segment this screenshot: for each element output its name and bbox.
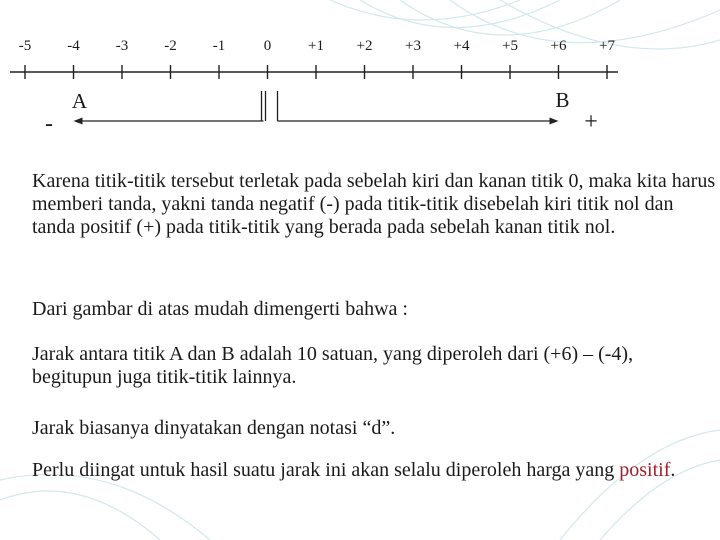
observation-intro: Dari gambar di atas mudah dimengerti bahwa : [32, 298, 408, 320]
distance-example-paragraph: Jarak antara titik A dan B adalah 10 satuan, yang diperoleh dari (+6) – (-4), begitupun juga titik-titik lainnya. [32, 343, 634, 388]
zero-bracket-left [262, 91, 266, 121]
negative-sign: - [45, 111, 53, 137]
positive-note-period: . [670, 459, 676, 481]
tick-label: -1 [212, 38, 226, 54]
tick-label: +1 [308, 38, 324, 54]
positive-note-text: Perlu diingat untuk hasil suatu jarak ini akan selalu diperoleh harga yang [32, 459, 620, 481]
explanation-paragraph: Karena titik-titik tersebut terletak pada sebelah kiri dan kanan titik 0, maka kita harus memberi tanda, yakni tanda negatif (-) pada titik-titik disebelah kiri titik nol dan tanda positif (+) pada titik-titik yang berada pada sebelah kanan titik nol. [32, 170, 716, 238]
point-b-label: B [555, 88, 570, 112]
tick-label: -4 [67, 38, 80, 54]
tick-label: -5 [18, 38, 32, 54]
tick-label: +5 [502, 38, 518, 54]
notation-paragraph: Jarak biasanya dinyatakan dengan notasi “d”. [32, 417, 396, 439]
arrowhead-right [550, 118, 559, 125]
number-line [0, 0, 720, 140]
positive-sign: + [584, 109, 598, 135]
tick-label: +2 [356, 38, 373, 54]
tick-label: +3 [405, 38, 421, 54]
positive-note-paragraph [32, 459, 716, 482]
arrowhead-left [74, 118, 83, 125]
positive-word: positif [619, 459, 671, 481]
tick-label: +4 [453, 38, 470, 54]
tick-label: +6 [550, 38, 567, 54]
tick-label: -3 [115, 38, 129, 54]
tick-label: -2 [164, 38, 177, 54]
point-a-label: A [71, 89, 88, 113]
tick-label: +7 [599, 38, 615, 54]
tick-label: 0 [263, 38, 272, 54]
